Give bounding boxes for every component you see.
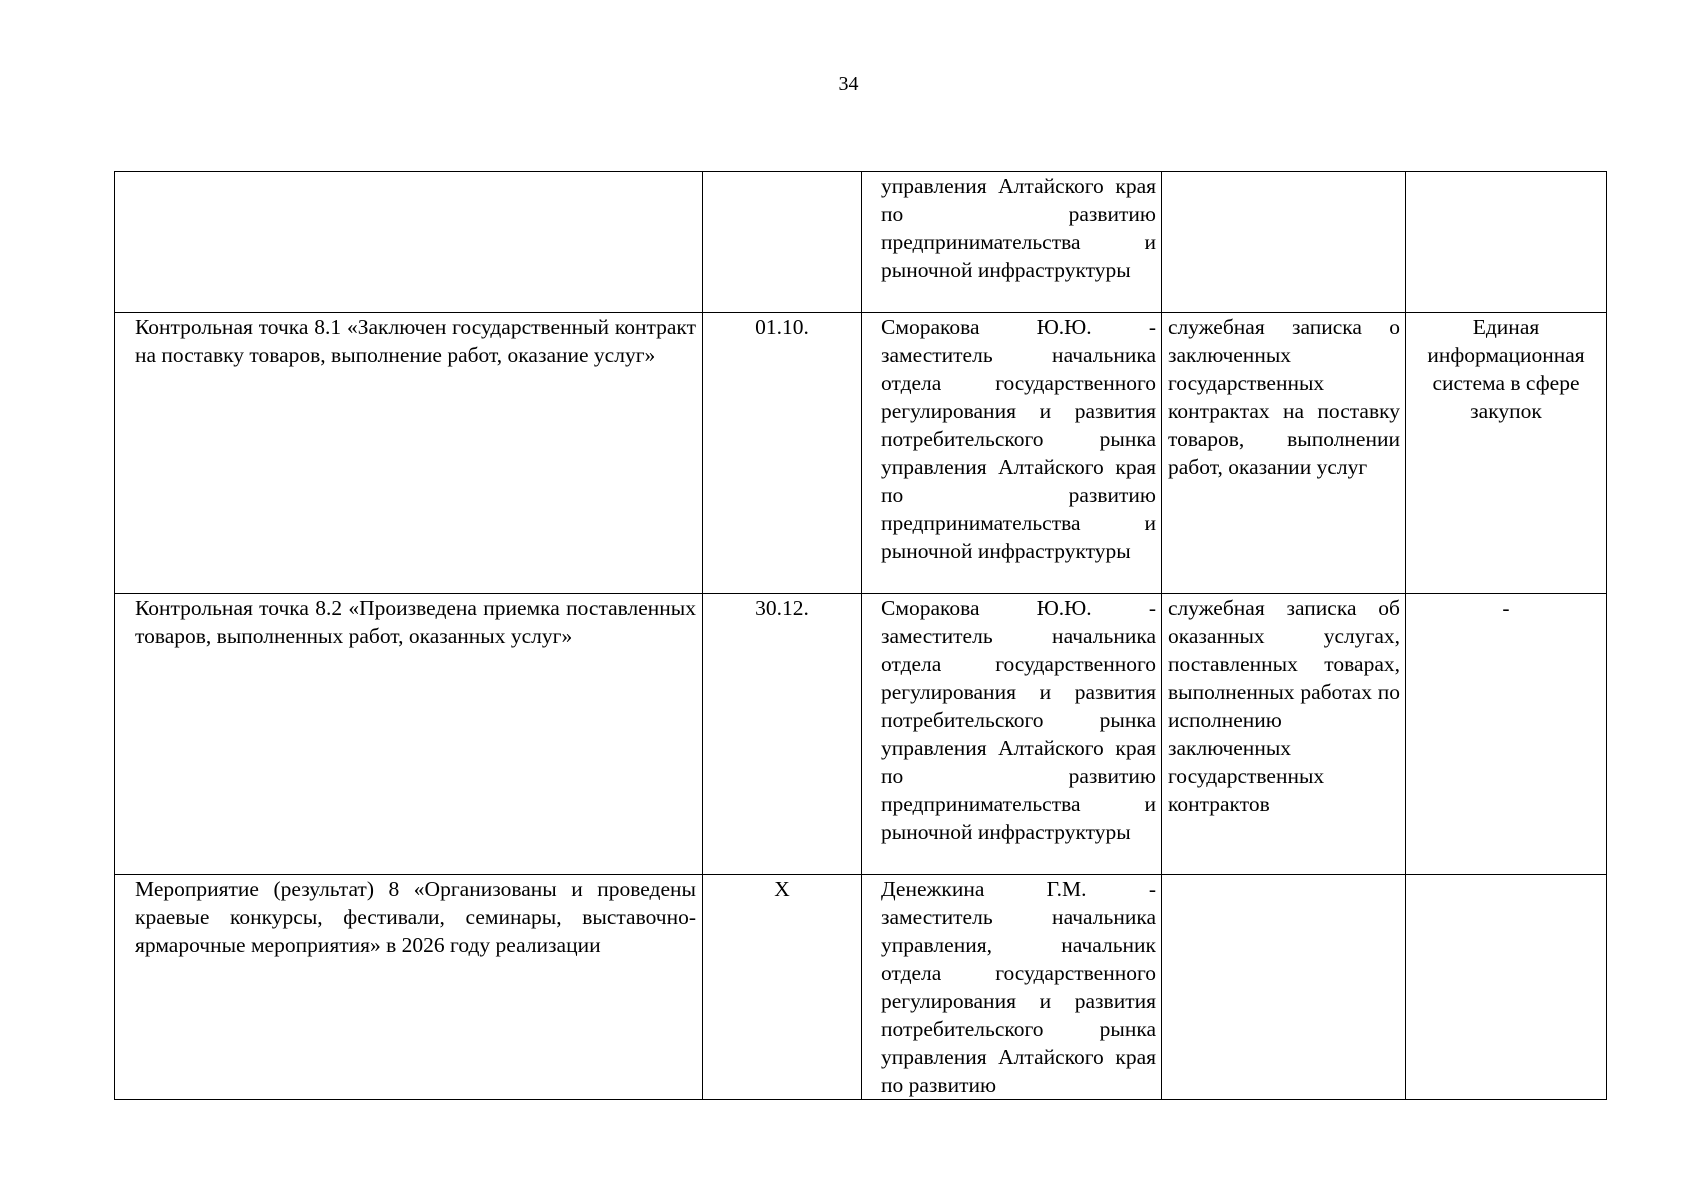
event-cell [115,313,703,594]
responsible-text: управления Алтайского края по развитию предпринимательства и рыночной инфраструктуры [881,174,1156,282]
event-text: Контрольная точка 8.2 «Произведена приемка поставленных товаров, выполненных работ, оказанных услуг» [135,596,696,648]
event-cell [115,594,703,875]
document-text: служебная записка об оказанных услугах, поставленных товарах, выполненных работах по исполнению заключенных государственных контрактов [1168,596,1400,816]
responsible-cell [862,313,1162,594]
plan-table [114,171,1607,1100]
responsible-text: Сморакова Ю.Ю. - заместитель начальника отдела государственного регулирования и развития потребительского рынка управления Алтайского края по развитию предпринимательства и рыночной инфраструктуры [881,315,1156,563]
date-text: X [774,877,790,901]
event-text: Мероприятие (результат) 8 «Организованы и проведены краевые конкурсы, фестивали, семинары, выставочно-ярмарочные мероприятия» в 2026 году реализации [135,877,696,957]
responsible-cell [862,172,1162,313]
page-number: 34 [838,73,859,95]
date-cell [703,594,862,875]
date-cell [703,313,862,594]
document-cell [1162,875,1406,1100]
event-text: Контрольная точка 8.1 «Заключен государственный контракт на поставку товаров, выполнение работ, оказание услуг» [135,315,696,367]
document-cell [1162,594,1406,875]
table-row [115,172,1607,313]
date-text: 30.12. [755,596,809,620]
system-cell [1406,594,1607,875]
responsible-cell [862,875,1162,1100]
document-cell [1162,313,1406,594]
responsible-text: Сморакова Ю.Ю. - заместитель начальника отдела государственного регулирования и развития потребительского рынка управления Алтайского края по развитию предпринимательства и рыночной инфраструктуры [881,596,1156,844]
event-cell [115,875,703,1100]
table-row [115,875,1607,1100]
event-cell [115,172,703,313]
responsible-text: Денежкина Г.М. - заместитель начальника управления, начальник отдела государственного регулирования и развития потребительского рынка управления Алтайского края по развитию [881,877,1156,1097]
document-text: служебная записка о заключенных государственных контрактах на поставку товаров, выполнении работ, оказании услуг [1168,315,1400,479]
date-text: 01.10. [755,315,809,339]
date-cell [703,172,862,313]
system-cell [1406,313,1607,594]
system-cell [1406,875,1607,1100]
system-text: Единая информационная система в сфере закупок [1427,315,1585,423]
responsible-cell [862,594,1162,875]
system-cell [1406,172,1607,313]
date-cell [703,875,862,1100]
system-text: - [1502,596,1510,620]
table-row [115,594,1607,875]
table-row [115,313,1607,594]
document-cell [1162,172,1406,313]
